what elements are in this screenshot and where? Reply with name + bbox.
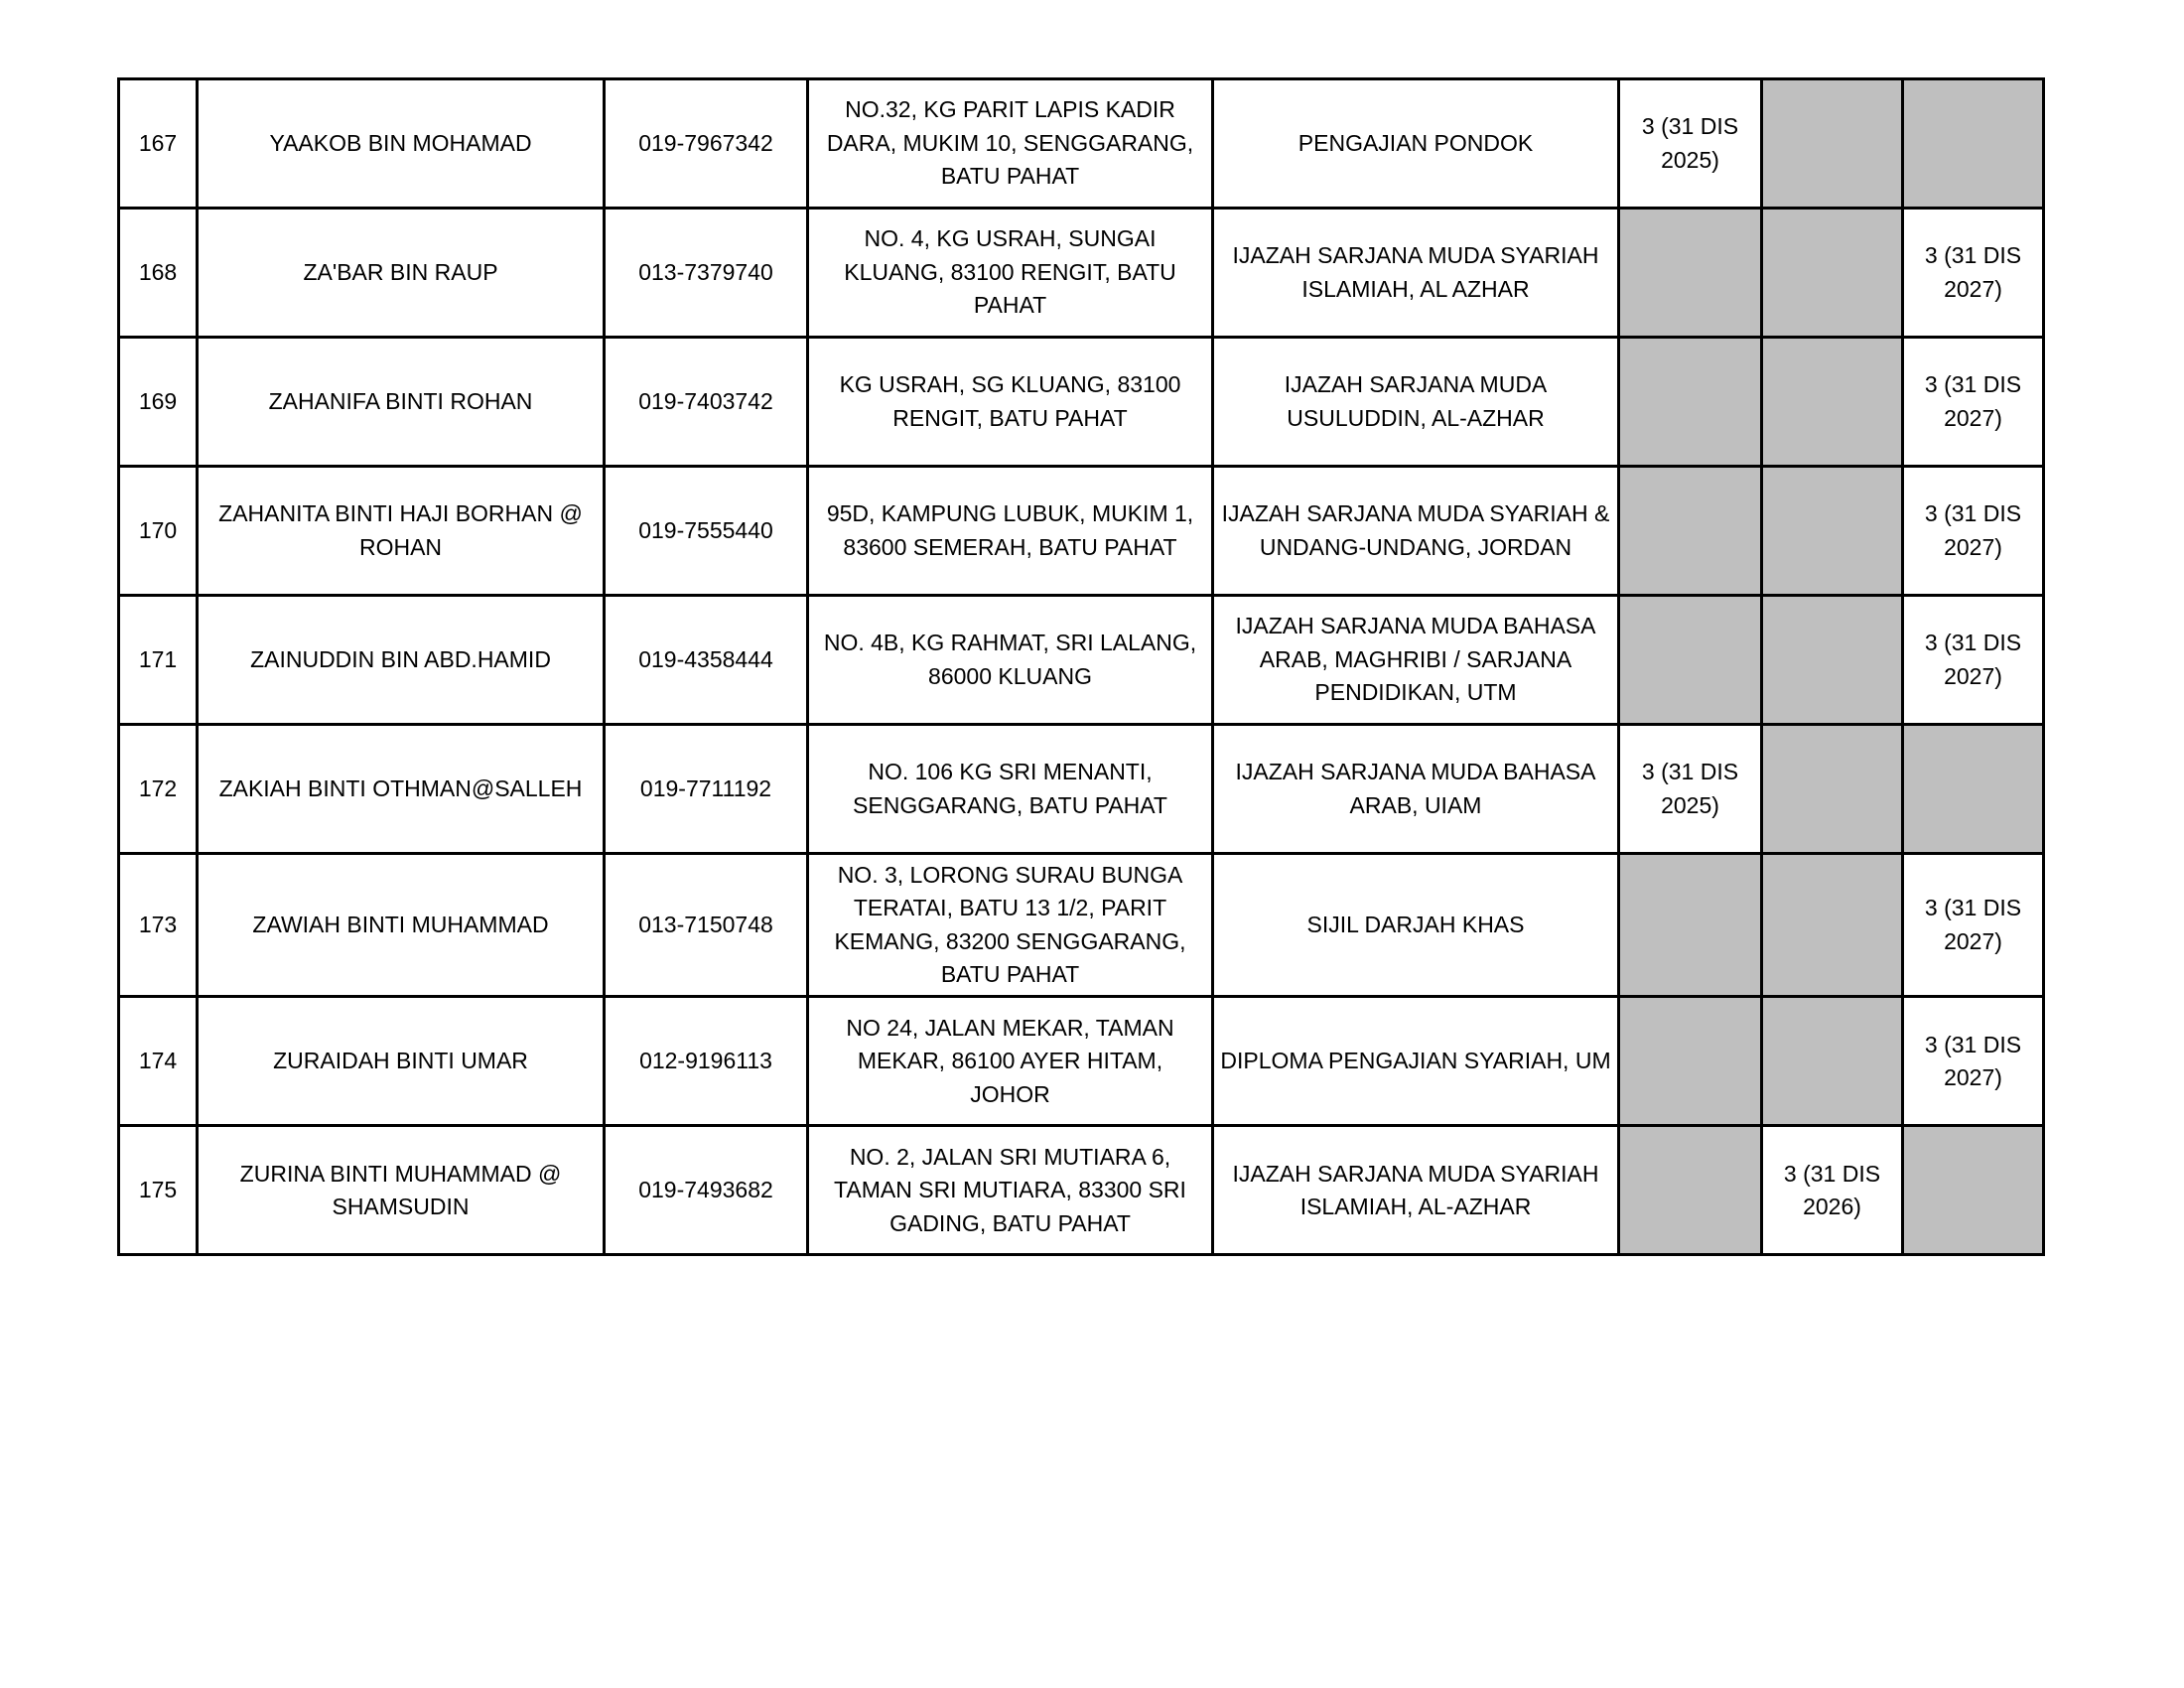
expiry-2025-cell: 3 (31 DIS 2025) [1619, 725, 1762, 854]
table-row [119, 1126, 2044, 1255]
row-number-cell: 175 [119, 1126, 198, 1255]
expiry-2027-cell: 3 (31 DIS 2027) [1903, 209, 2044, 338]
name-cell: ZA'BAR BIN RAUP [198, 209, 605, 338]
address-cell: NO. 4, KG USRAH, SUNGAI KLUANG, 83100 RENGIT, BATU PAHAT [808, 209, 1213, 338]
qualification-cell: IJAZAH SARJANA MUDA SYARIAH ISLAMIAH, AL-AZHAR [1213, 1126, 1619, 1255]
expiry-2025-cell: 3 (31 DIS 2025) [1619, 79, 1762, 209]
address-cell: NO. 106 KG SRI MENANTI, SENGGARANG, BATU PAHAT [808, 725, 1213, 854]
address-cell: KG USRAH, SG KLUANG, 83100 RENGIT, BATU PAHAT [808, 338, 1213, 467]
expiry-2025-cell [1619, 1126, 1762, 1255]
table-row [119, 79, 2044, 209]
name-cell: ZAKIAH BINTI OTHMAN@SALLEH [198, 725, 605, 854]
address-cell: NO.32, KG PARIT LAPIS KADIR DARA, MUKIM 10, SENGGARANG, BATU PAHAT [808, 79, 1213, 209]
phone-cell: 013-7379740 [605, 209, 808, 338]
phone-cell: 019-7403742 [605, 338, 808, 467]
row-number-cell: 168 [119, 209, 198, 338]
phone-cell: 013-7150748 [605, 854, 808, 997]
expiry-2027-cell [1903, 1126, 2044, 1255]
row-number-cell: 170 [119, 467, 198, 596]
expiry-2025-cell [1619, 338, 1762, 467]
name-cell: ZAWIAH BINTI MUHAMMAD [198, 854, 605, 997]
expiry-2027-cell: 3 (31 DIS 2027) [1903, 596, 2044, 725]
qualification-cell: IJAZAH SARJANA MUDA USULUDDIN, AL-AZHAR [1213, 338, 1619, 467]
row-number-cell: 174 [119, 997, 198, 1126]
records-table-body [119, 79, 2044, 1255]
phone-cell: 019-4358444 [605, 596, 808, 725]
expiry-2026-cell [1762, 596, 1903, 725]
phone-cell: 019-7711192 [605, 725, 808, 854]
phone-cell: 019-7493682 [605, 1126, 808, 1255]
address-cell: NO 24, JALAN MEKAR, TAMAN MEKAR, 86100 AYER HITAM, JOHOR [808, 997, 1213, 1126]
address-cell: NO. 2, JALAN SRI MUTIARA 6, TAMAN SRI MUTIARA, 83300 SRI GADING, BATU PAHAT [808, 1126, 1213, 1255]
qualification-cell: DIPLOMA PENGAJIAN SYARIAH, UM [1213, 997, 1619, 1126]
expiry-2026-cell [1762, 997, 1903, 1126]
table-row [119, 467, 2044, 596]
expiry-2026-cell [1762, 854, 1903, 997]
qualification-cell: IJAZAH SARJANA MUDA SYARIAH ISLAMIAH, AL AZHAR [1213, 209, 1619, 338]
qualification-cell: IJAZAH SARJANA MUDA BAHASA ARAB, UIAM [1213, 725, 1619, 854]
row-number-cell: 171 [119, 596, 198, 725]
name-cell: ZURAIDAH BINTI UMAR [198, 997, 605, 1126]
expiry-2027-cell: 3 (31 DIS 2027) [1903, 467, 2044, 596]
address-cell: NO. 3, LORONG SURAU BUNGA TERATAI, BATU 13 1/2, PARIT KEMANG, 83200 SENGGARANG, BATU PAHAT [808, 854, 1213, 997]
table-row [119, 725, 2044, 854]
name-cell: ZAHANIFA BINTI ROHAN [198, 338, 605, 467]
name-cell: YAAKOB BIN MOHAMAD [198, 79, 605, 209]
expiry-2025-cell [1619, 596, 1762, 725]
row-number-cell: 167 [119, 79, 198, 209]
table-row [119, 596, 2044, 725]
expiry-2027-cell [1903, 725, 2044, 854]
expiry-2026-cell [1762, 467, 1903, 596]
qualification-cell: IJAZAH SARJANA MUDA SYARIAH & UNDANG-UNDANG, JORDAN [1213, 467, 1619, 596]
phone-cell: 012-9196113 [605, 997, 808, 1126]
expiry-2026-cell: 3 (31 DIS 2026) [1762, 1126, 1903, 1255]
address-cell: 95D, KAMPUNG LUBUK, MUKIM 1, 83600 SEMERAH, BATU PAHAT [808, 467, 1213, 596]
phone-cell: 019-7967342 [605, 79, 808, 209]
expiry-2025-cell [1619, 997, 1762, 1126]
table-row [119, 854, 2044, 997]
name-cell: ZURINA BINTI MUHAMMAD @ SHAMSUDIN [198, 1126, 605, 1255]
expiry-2027-cell: 3 (31 DIS 2027) [1903, 854, 2044, 997]
expiry-2025-cell [1619, 209, 1762, 338]
expiry-2025-cell [1619, 467, 1762, 596]
table-row [119, 209, 2044, 338]
name-cell: ZAHANITA BINTI HAJI BORHAN @ ROHAN [198, 467, 605, 596]
address-cell: NO. 4B, KG RAHMAT, SRI LALANG, 86000 KLUANG [808, 596, 1213, 725]
qualification-cell: PENGAJIAN PONDOK [1213, 79, 1619, 209]
row-number-cell: 169 [119, 338, 198, 467]
qualification-cell: SIJIL DARJAH KHAS [1213, 854, 1619, 997]
expiry-2027-cell: 3 (31 DIS 2027) [1903, 997, 2044, 1126]
name-cell: ZAINUDDIN BIN ABD.HAMID [198, 596, 605, 725]
expiry-2026-cell [1762, 79, 1903, 209]
table-row [119, 997, 2044, 1126]
expiry-2025-cell [1619, 854, 1762, 997]
row-number-cell: 173 [119, 854, 198, 997]
phone-cell: 019-7555440 [605, 467, 808, 596]
row-number-cell: 172 [119, 725, 198, 854]
table-row [119, 338, 2044, 467]
qualification-cell: IJAZAH SARJANA MUDA BAHASA ARAB, MAGHRIBI / SARJANA PENDIDIKAN, UTM [1213, 596, 1619, 725]
expiry-2027-cell: 3 (31 DIS 2027) [1903, 338, 2044, 467]
expiry-2026-cell [1762, 725, 1903, 854]
records-table [117, 77, 2045, 1256]
expiry-2027-cell [1903, 79, 2044, 209]
expiry-2026-cell [1762, 338, 1903, 467]
expiry-2026-cell [1762, 209, 1903, 338]
